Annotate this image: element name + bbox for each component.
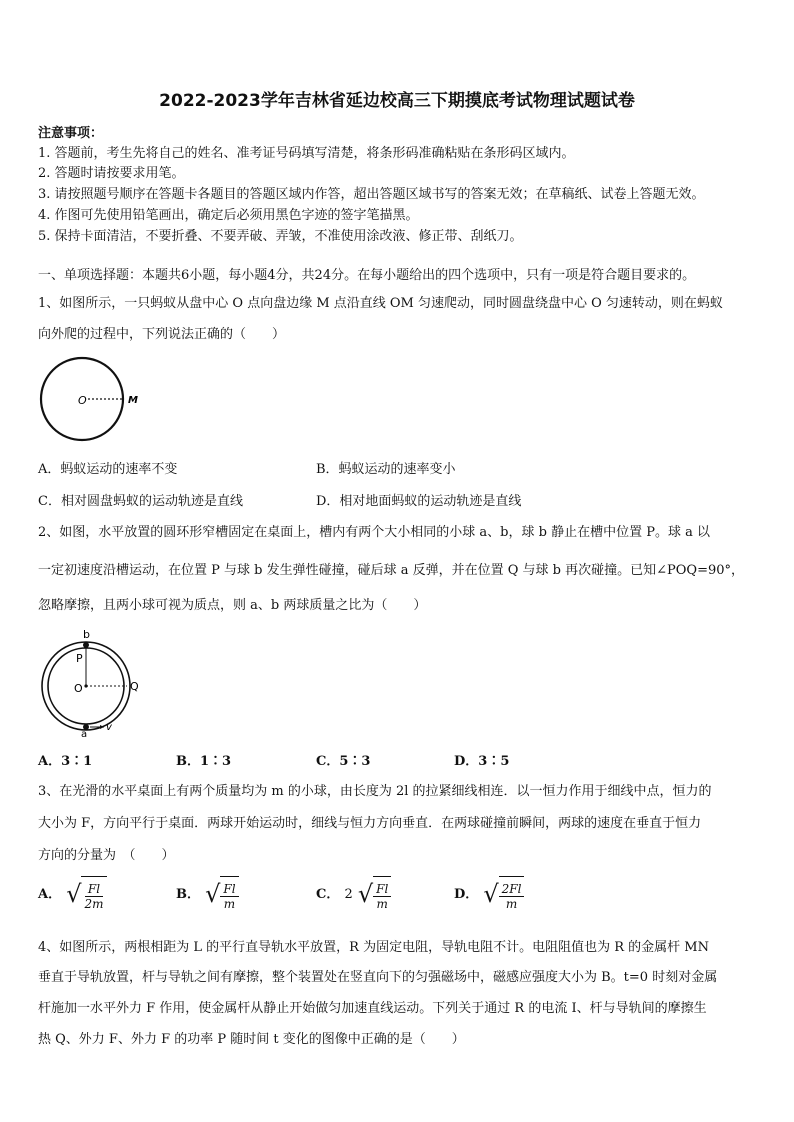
q4-text: 热 Q、外力 F、外力 F 的功率 P 随时间 t 变化的图像中正确的是（ ） bbox=[38, 1032, 465, 1047]
q1-option-b: B．蚂蚁运动的速率变小 bbox=[316, 462, 456, 477]
notice-item: 4. 作图可先使用铅笔画出，确定后必须用黑色字迹的签字笔描黑。 bbox=[38, 208, 419, 223]
fraction-denominator: m bbox=[223, 897, 236, 911]
section-heading: 一、单项选择题：本题共6小题，每小题4分，共24分。在每小题给出的四个选项中，只有一项是符合题目要求的。 bbox=[38, 268, 696, 283]
label-v: v bbox=[106, 722, 112, 733]
fraction-numerator: Fl bbox=[373, 882, 391, 897]
radical-icon: √ bbox=[66, 879, 82, 908]
q4-text: 杆施加一水平外力 F 作用，使金属杆从静止开始做匀加速直线运动。下列关于通过 R 的电流 I、杆与导轨间的摩擦生 bbox=[38, 1001, 707, 1016]
label-o: O bbox=[78, 394, 87, 407]
q2-option-b: B．1∶3 bbox=[176, 754, 232, 769]
fraction-numerator: Fl bbox=[220, 882, 238, 897]
notice-item: 3. 请按照题号顺序在答题卡各题目的答题区域内作答，超出答题区域书写的答案无效；在草稿纸、试卷上答题无效。 bbox=[38, 187, 705, 202]
option-label: A． bbox=[38, 887, 62, 902]
q1-option-d: D．相对地面蚂蚁的运动轨迹是直线 bbox=[316, 494, 522, 509]
radical-icon: √ bbox=[205, 879, 221, 908]
coefficient: 2 bbox=[344, 887, 353, 902]
q3-option-b bbox=[176, 876, 239, 911]
page-title: 2022-2023学年吉林省延边校高三下期摸底考试物理试题试卷 bbox=[159, 91, 635, 111]
q2-text: 一定初速度沿槽运动，在位置 P 与球 b 发生弹性碰撞，碰后球 a 反弹，并在位置 Q 与球 b 再次碰撞。已知∠POQ=90°， bbox=[38, 563, 745, 578]
q3-text: 方向的分量为 （ ） bbox=[38, 848, 175, 863]
q1-option-a: A．蚂蚁运动的速率不变 bbox=[38, 462, 178, 477]
fraction-denominator: 2m bbox=[84, 897, 104, 911]
option-label: C． bbox=[316, 887, 340, 902]
q3-option-a bbox=[38, 876, 107, 911]
fraction-numerator: Fl bbox=[85, 882, 103, 897]
q3-text: 大小为 F，方向平行于桌面．两球开始运动时，细线与恒力方向垂直．在两球碰撞前瞬间，两球的速度在垂直于恒力 bbox=[38, 816, 702, 831]
sqrt-expression bbox=[358, 876, 391, 911]
sqrt-expression bbox=[205, 876, 238, 911]
ball-b bbox=[83, 642, 89, 648]
q4-text: 4、如图所示，两根相距为 L 的平行直导轨水平放置，R 为固定电阻，导轨电阻不计。电阻阻值也为 R 的金属杆 MN bbox=[38, 940, 709, 955]
q1-option-c: C．相对圆盘蚂蚁的运动轨迹是直线 bbox=[38, 494, 243, 509]
notice-item: 1. 答题前，考生先将自己的姓名、准考证号码填写清楚，将条形码准确粘贴在条形码区域内。 bbox=[38, 146, 575, 161]
notice-heading: 注意事项： bbox=[38, 126, 104, 141]
q1-text: 向外爬的过程中，下列说法正确的（ ） bbox=[38, 327, 286, 342]
label-m: M bbox=[128, 395, 138, 406]
fraction-denominator: m bbox=[376, 897, 388, 911]
label-a: a bbox=[81, 729, 88, 740]
radical-icon: √ bbox=[483, 879, 499, 908]
notice-item: 2. 答题时请按要求用笔。 bbox=[38, 166, 185, 181]
q1-text: 1、如图所示，一只蚂蚁从盘中心 O 点向盘边缘 M 点沿直线 OM 匀速爬动，同时圆盘绕盘中心 O 匀速转动，则在蚂蚁 bbox=[38, 296, 723, 311]
q2-option-c: C．5∶3 bbox=[316, 754, 371, 769]
sqrt-expression bbox=[483, 876, 524, 911]
fraction-denominator: m bbox=[505, 897, 518, 911]
label-o: O bbox=[74, 682, 83, 695]
option-label: B． bbox=[176, 887, 200, 902]
q1-disc-figure bbox=[38, 355, 148, 443]
q3-option-c bbox=[316, 876, 391, 911]
q2-ring-figure bbox=[38, 628, 148, 740]
fraction-numerator: 2Fl bbox=[499, 882, 525, 897]
label-p: P bbox=[76, 652, 83, 665]
q2-option-a: A．3∶1 bbox=[38, 754, 93, 769]
label-q: Q bbox=[130, 680, 139, 693]
q2-text: 2、如图，水平放置的圆环形窄槽固定在桌面上，槽内有两个大小相同的小球 a、b，球 b 静止在槽中位置 P。球 a 以 bbox=[38, 525, 710, 540]
notice-item: 5. 保持卡面清洁，不要折叠、不要弄破、弄皱，不准使用涂改液、修正带、刮纸刀。 bbox=[38, 229, 523, 244]
sqrt-expression bbox=[66, 876, 106, 911]
q2-text: 忽略摩擦，且两小球可视为质点，则 a、b 两球质量之比为（ ） bbox=[38, 598, 427, 613]
q3-option-d bbox=[454, 876, 524, 911]
radical-icon: √ bbox=[357, 879, 374, 908]
q2-option-d: D．3∶5 bbox=[454, 754, 510, 769]
q3-text: 3、在光滑的水平桌面上有两个质量均为 m 的小球，由长度为 2l 的拉紧细线相连．以一恒力作用于细线中点，恒力的 bbox=[38, 784, 712, 799]
q4-text: 垂直于导轨放置，杆与导轨之间有摩擦，整个装置处在竖直向下的匀强磁场中，磁感应强度大小为 B。t=0 时刻对金属 bbox=[38, 970, 718, 985]
label-b: b bbox=[83, 628, 90, 641]
option-label: D． bbox=[454, 887, 479, 902]
center-point bbox=[84, 684, 87, 687]
